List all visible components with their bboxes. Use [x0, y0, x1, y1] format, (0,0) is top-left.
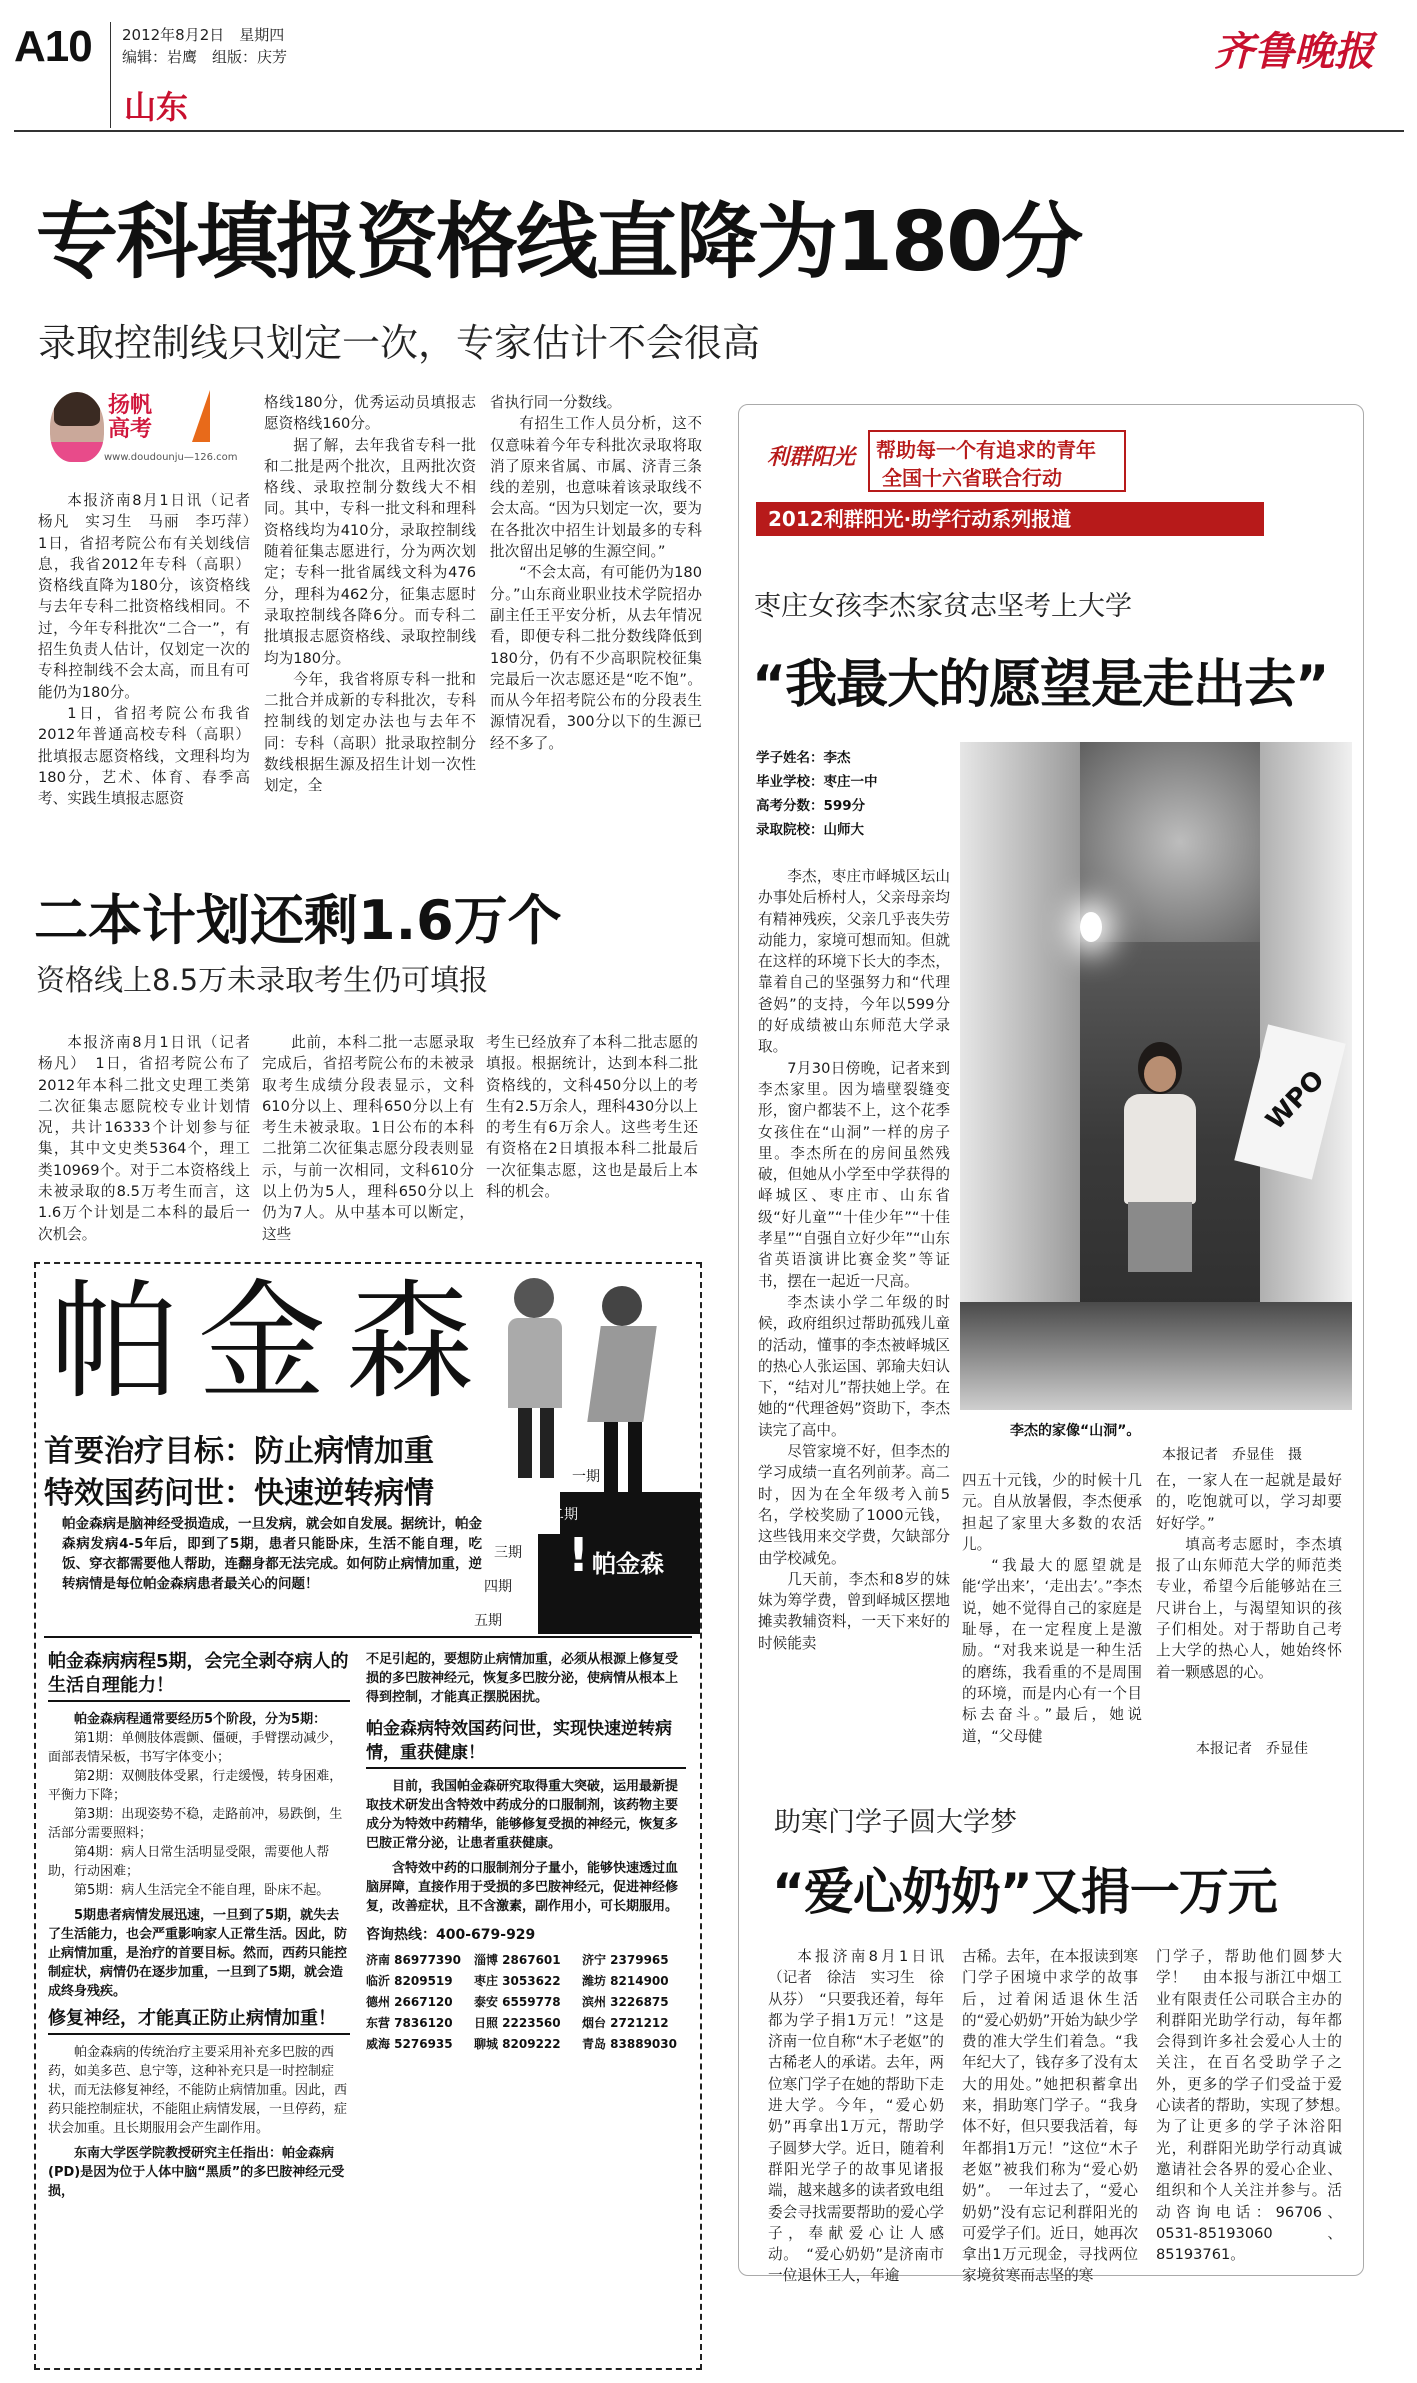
article2-col3: 考生已经放弃了本科二批志愿的填报。根据统计，达到本科二批资格线的，文科450分以上的考生有2.5万余人，理科430分以上的考生有6万余人。这些考生还有资格在2日填报本科二批最后一次征集志愿，这也是最后上本科的机会。 — [486, 1034, 698, 1201]
liqun-logo: 利群阳光 — [766, 445, 855, 470]
ad-stage-desc-5: 第5期：病人生活完全不能自理，卧床不起。 — [74, 1883, 330, 1898]
banner-line1: 帮助每一个有追求的青年 — [876, 438, 1096, 462]
ad-col2c: 含特效中药的口服制剂分子量小，能够快速透过血脑屏障，直接作用于受损的多巴胺神经元，促进神经修复，改善症状，且不含激素，副作用小，可长期服用。 — [366, 1861, 679, 1914]
section-name: 山东 — [124, 88, 189, 126]
banner-line2: 全国十六省联合行动 — [882, 466, 1062, 490]
city-contact: 济南 86977390 — [366, 1953, 461, 1967]
ad-slogan-1: 首要治疗目标：防止病情加重 — [44, 1434, 434, 1469]
profile-name: 学子姓名：李杰 — [756, 750, 851, 766]
ad-divider — [44, 1636, 692, 1638]
city-contact: 淄博 2867601 — [474, 1953, 561, 1967]
article3-col2: 古稀。去年，在本报读到寒门学子困境中求学的故事后，过着闲适退休生活的“爱心奶奶”开始为缺少学费的准大学生们着急。“我年纪大了，钱存多了没有太大的用处。”她把积蓄拿出来，捐助寒门学子。“我身体不好，但只要我活着，每年都捐1万元！”这位“木子老妪”被我们称为“爱心奶奶”。 一年过去了，“爱心奶奶”没有忘记利群阳光的可爱学子们。近日，她再次拿出1万元现金，寻找两位家境贫寒而志坚的寒 — [962, 1948, 1138, 2285]
masthead-logo: 齐鲁晚报 — [1214, 28, 1374, 75]
profile-school: 毕业学校：枣庄一中 — [756, 774, 878, 790]
ad-col2 — [366, 1650, 686, 2054]
article1-col1: 本报济南8月1日讯（记者 杨凡 实习生 马丽 李巧萍） 1日，省招考院公布有关划线信息，我省2012年专科（高职）资格线直降为180分，该资格线与去年专科二批资格线相同。不过，今年专科批次“二合一”，有招生负责人估计，仅划定一次的专科控制线不会太高，而且有可能仍为180分。 1日，省招考院公布我省2012年普通高校专科（高职）批填报志愿资格线，文理科均为180分，艺术、体育、春季高考、实践生填报志愿资 — [38, 492, 265, 808]
feature-kicker: 枣庄女孩李杰家贫志坚考上大学 — [754, 591, 1132, 622]
city-contact: 潍坊 8214900 — [582, 1974, 669, 1988]
profile-score: 高考分数：599分 — [756, 798, 866, 814]
ad-stage-desc-2: 第2期：双侧肢体受累，行走缓慢，转身困难，平衡力下降； — [48, 1769, 343, 1803]
city-contact: 东营 7836120 — [366, 2016, 453, 2030]
photo-caption: 李杰的家像“山洞”。 — [1010, 1423, 1141, 1439]
feature-photo — [960, 742, 1352, 1410]
article2-subhead: 资格线上8.5万未录取考生仍可填报 — [36, 963, 489, 997]
city-contact: 滨州 3226875 — [582, 1995, 669, 2009]
ad-col2b: 目前，我国帕金森研究取得重大突破，运用最新提取技术研发出含特效中药成分的口服制剂，该药物主要成分为特效中药精华，能够修复受损的神经元，恢复多巴胺正常分泌，让患者重获健康。 — [366, 1779, 679, 1851]
stage-label-4: 四期 — [484, 1579, 512, 1595]
stage-chart — [474, 1464, 700, 1634]
article3-col1: 本报济南8月1日讯（记者 徐洁 实习生 徐从芬） “只要我还着，每年都为学子捐1万元！”这是济南一位自称“木子老妪”的古稀老人的承诺。去年，两位寒门学子在她的帮助下走进大学。今年，“爱心奶奶”再拿出1万元，帮助学子圆梦大学。近日，随着利群阳光学子的故事见诸报端，越来越多的读者致电组委会寻找需要帮助的爱心学子，奉献爱心让人感动。 “爱心奶奶”是济南市一位退休工人，年逾 — [768, 1948, 944, 2285]
warning-icon: ! — [568, 1528, 589, 1582]
city-contact: 日照 2223560 — [474, 2016, 561, 2030]
ad-mid-2: 帕金森病的传统治疗主要采用补充多巴胺的西药，如美多芭、息宁等，这种补充只是一时控制症状，而无法修复神经，不能防止病情加重。因此，西药只能控制症状，不能阻止病情发展，一旦停药，症状会加重。且长期服用会产生副作用。 — [48, 2045, 348, 2136]
wall-poster: WPO — [1234, 1024, 1345, 1179]
ad-col1 — [48, 1650, 350, 2201]
ad-heading-3: 帕金森病特效国药问世，实现快速逆转病情，重获健康！ — [366, 1717, 686, 1769]
banner-title-box — [868, 430, 1126, 492]
ad-heading-1: 帕金森病病程5期，会完全剥夺病人的生活自理能力！ — [48, 1650, 350, 1702]
article1-subhead: 录取控制线只划定一次，专家估计不会很高 — [38, 321, 761, 365]
avatar — [50, 392, 104, 462]
ad-intro: 帕金森病是脑神经受损造成，一旦发病，就会如自发展。据统计，帕金森病发病4-5年后，即到了5期，患者只能卧床，生活不能自理，吃饭、穿衣都需要他人帮助，连翻身都无法完成。如何防止病情加重，逆转病情是每位帕金森病患者最关心的问题！ — [62, 1516, 482, 1592]
ad-col2a: 不足引起的，要想防止病情加重，必须从根源上修复受损的多巴胺神经元，恢复多巴胺分泌，使病情从根本上得到控制，才能真正摆脱困扰。 — [366, 1652, 679, 1705]
city-contact: 临沂 8209519 — [366, 1974, 453, 1988]
profile-college: 录取院校：山师大 — [756, 822, 864, 838]
student-figure — [1120, 1042, 1200, 1262]
header-rule — [14, 130, 1404, 132]
stage-label-3: 三期 — [494, 1545, 522, 1561]
student-profile — [756, 746, 952, 842]
photo-credit: 本报记者 乔显佳 摄 — [1162, 1447, 1302, 1463]
city-contact: 聊城 8209222 — [474, 2037, 561, 2051]
section-divider — [110, 22, 111, 128]
article1-headline: 专科填报资格线直降为180分 — [36, 195, 1082, 290]
article1-col2: 格线180分，优秀运动员填报志愿资格线160分。 据了解，去年我省专科一批和二批是两个批次，且两批次资格线、录取控制分数线大不相同。其中，专科一批文科和理科资格线均为410分，录取控制线随着征集志愿进行，分为两次划定；专科一批省属线文科为476分，理科为462分，征集志愿时录取控制线各降6分。而专科二批填报志愿资格线、录取控制线均为180分。 今年，我省将原专科一批和二批合并成新的专科批次，专科控制线的划定办法也与去年不同：专科（高职）批录取控制分数线根据生源及招生计划一次性划定，全 — [264, 394, 476, 795]
city-contact: 烟台 2721212 — [582, 2016, 669, 2030]
city-contact: 德州 2667120 — [366, 1995, 453, 2009]
banner-sub: 2012利群阳光·助学行动系列报道 — [756, 502, 1264, 536]
ad-unit: 东南大学医学院教授研究主任指出：帕金森病(PD)是因为位于人体中脑“黑质”的多巴胺神经元受损， — [48, 2146, 345, 2199]
city-contact: 青岛 83889030 — [582, 2037, 677, 2051]
ad-city-grid — [366, 1951, 686, 2054]
ad-title: 帕金森 — [50, 1268, 495, 1417]
ad-heading-2: 修复神经，才能真正防止病情加重！ — [48, 2007, 350, 2035]
sailboat-icon — [192, 390, 210, 442]
article1-col3: 省执行同一分数线。 有招生工作人员分析，这不仅意味着今年专科批次录取将取消了原来省属、市属、济青三条线的差别，也意味着该录取线不会太高。“因为只划定一次，要为在各批次中招生计划最多的专科批次留出足够的生源空间。” “不会太高，有可能仍为180分。”山东商业职业技术学院招办副主任王平安分析，从去年情况看，即便专科二批分数线降低到180分，仍有不少高职院校征集完最后一次志愿还是“吃不饱”。而从今年招考院公布的分段表生源情况看，300分以下的生源已经不多了。 — [490, 394, 702, 752]
article3-kicker: 助寒门学子圆大学梦 — [774, 1807, 1017, 1838]
ad-stage-desc-0: 帕金森病程通常要经历5个阶段，分为5期： — [74, 1712, 327, 1727]
page-number: A10 — [14, 22, 92, 71]
article2-col2: 此前，本科二批一志愿录取完成后，省招考院公布的未被录取考生成绩分段表显示，文科610分以上、理科650分以上有考生未被录取。1日公布的本科二批第二次征集志愿分段表则显示，与前一次相同，文科610分以上仍为5人，理科650分以上仍为7人。从中基本可以断定，这些 — [262, 1034, 474, 1243]
feature-byline: 本报记者 乔显佳 — [1196, 1741, 1308, 1757]
stage-label-1: 一期 — [572, 1469, 600, 1485]
article3-col3: 门学子，帮助他们圆梦大学！ 由本报与浙江中烟工业有限责任公司联合主办的利群阳光助学行动，每年都会得到许多社会爱心人士的关注，在百名受助学子之外，更多的学子们受益于爱心读者的帮助，实现了梦想。 为了让更多的学子沐浴阳光，利群阳光助学行动真诚邀请社会各界的爱心企业、组织和个人关注并参与。活动咨询电话：96706、0531-85193060、85193761。 — [1156, 1948, 1357, 2264]
feature-banner — [756, 422, 1264, 540]
header-date: 2012年8月2日 星期四 — [122, 26, 285, 44]
ad-slogan-2: 特效国药问世：快速逆转病情 — [44, 1476, 434, 1511]
stage-label-2: 二期 — [550, 1507, 578, 1523]
city-contact: 枣庄 3053622 — [474, 1974, 561, 1988]
ad-mid: 5期患者病情发展迅速，一旦到了5期，就失去了生活能力，也会严重影响家人正常生活。因此，防止病情加重，是治疗的首要目标。然而，西药只能控制症状，病情仍在逐步加重，一旦到了5期，就会造成终身残疾。 — [48, 1908, 348, 1999]
yangfan-logo — [44, 388, 238, 472]
city-contact: 泰安 6559778 — [474, 1995, 561, 2009]
city-contact: 威海 5276935 — [366, 2037, 453, 2051]
feature-body-1: 李杰，枣庄市峄城区坛山办事处后桥村人，父亲母亲均有精神残疾，父亲几乎丧失劳动能力，家境可想而知。但就在这样的环境下长大的李杰，靠着自己的坚强努力和“代理爸妈”的支持，今年以599分的好成绩被山东师范大学录取。 7月30日傍晚，记者来到李杰家里。因为墙壁裂缝变形，窗户都装不上，这个花季女孩住在“山洞”一样的房子里。李杰所在的房间虽然残破，但她从小学至中学获得的峄城区、枣庄市、山东省级“好儿童”“十佳少年”“十佳孝星”“自强自立好少年”“山东省英语演讲比赛金奖”等证书，摆在一起近一尺高。 李杰读小学二年级的时候，政府组织过帮助孤残儿童的活动，懂事的李杰被峄城区的热心人张运国、郭瑜夫妇认下，“结对儿”帮扶她上学。在她的“代理爸妈”资助下，李杰读完了高中。 尽管家境不好，但李杰的学习成绩一直名列前茅。高二时，因为在全年级考入前5名，学校奖励了1000元钱，这些钱用来交学费，欠缺部分由学校减免。 几天前，李杰和8岁的妹妹为筹学费，曾到峄城区摆地摊卖教辅资料，一天下来好的时候能卖 — [758, 868, 950, 1652]
ad-stage-desc-1: 第1期：单侧肢体震颤、僵硬，手臂摆动减少，面部表情呆板，书写字体变小； — [48, 1731, 343, 1765]
light-bulb — [1080, 912, 1102, 942]
feature-body-2: 四五十元钱，少的时候十几元。自从放暑假，李杰便承担起了家里大多数的农活儿。 “我最大的愿望就是能‘学出来’，‘走出去’。”李杰说，她不觉得自己的家庭是耻辱，在一定程度上是激励。“对我来说是一种生活的磨练，我看重的不是周围的环境，而是内心有一个目标去奋斗。”最后，她说道，“父母健 — [962, 1472, 1142, 1745]
logo-text: 扬帆高考 — [108, 393, 153, 442]
ad-hotline: 咨询热线：400-679-929 — [366, 1927, 536, 1943]
ad-stage-desc-4: 第4期：病人日常生活明显受限，需要他人帮助，行动困难； — [48, 1845, 330, 1879]
ad-badge: 帕金森 — [592, 1550, 664, 1578]
logo-url: www.doudounju—126.com — [104, 452, 238, 463]
feature-headline: “我最大的愿望是走出去” — [752, 655, 1329, 715]
feature-body-3: 在，一家人在一起就是最好的，吃饱就可以，学习却要好好学。” 填高考志愿时，李杰填报了山东师范大学的师范类专业，希望今后能够站在三尺讲台上，与渴望知识的孩子们相处。对于帮助自己考上大学的热心人，她始终怀着一颗感恩的心。 — [1156, 1472, 1342, 1681]
hotline-number: 400-679-929 — [436, 1927, 536, 1943]
ad-stage-desc-3: 第3期：出现姿势不稳，走路前冲，易跌倒，生活部分需要照料； — [48, 1807, 343, 1841]
article2-col1: 本报济南8月1日讯（记者 杨凡） 1日，省招考院公布了2012年本科二批文史理工类第二次征集志愿院校专业计划情况，共计16333个计划参与征集，其中文史类5364个，理工类10969个。对于二本资格线上未被录取的8.5万考生而言，这1.6万个计划是二本科的最后一次机会。 — [38, 1034, 265, 1243]
parkinson-ad — [34, 1262, 702, 2370]
header-editors: 编辑：岩鹰 组版：庆芳 — [122, 48, 288, 66]
article2-headline: 二本计划还剩1.6万个 — [34, 889, 562, 952]
article3-headline: “爱心奶奶”又捐一万元 — [772, 1863, 1277, 1921]
stage-label-5: 五期 — [474, 1613, 502, 1629]
city-contact: 济宁 2379965 — [582, 1953, 669, 1967]
